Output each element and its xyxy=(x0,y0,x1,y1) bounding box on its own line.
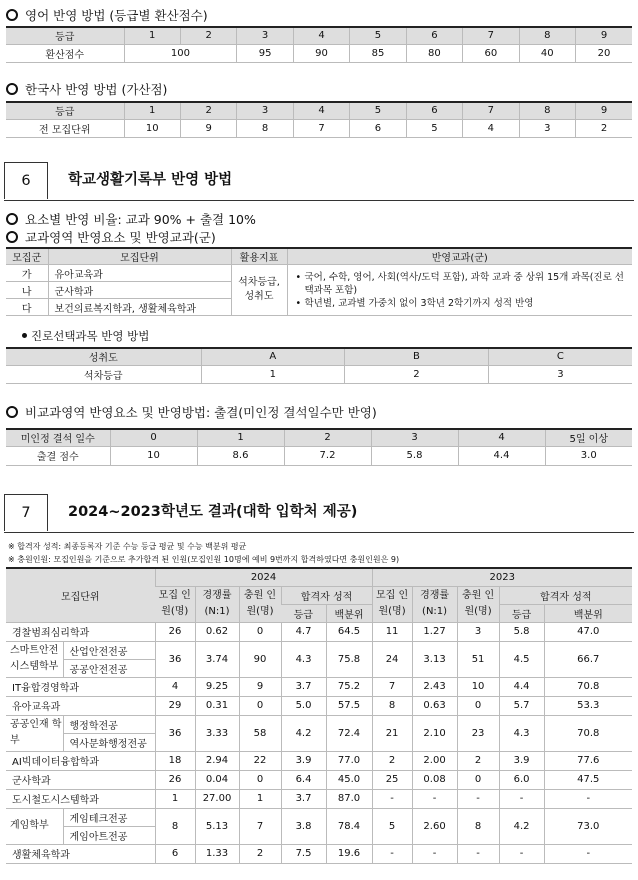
value-cell: 53.3 xyxy=(544,696,632,715)
value-cell: - xyxy=(457,789,499,808)
value-cell: 77.6 xyxy=(544,751,632,770)
score-cell: 80 xyxy=(406,44,462,62)
unit-name: 군사학과 xyxy=(6,770,155,789)
value-cell: 4.5 xyxy=(499,641,544,677)
value-cell: 3.9 xyxy=(499,751,544,770)
circle-bullet-icon xyxy=(6,9,18,21)
unit-name: IT융합경영학과 xyxy=(6,677,155,696)
value-cell: 70.8 xyxy=(544,677,632,696)
fill-header: 충원 인원(명) xyxy=(457,586,499,622)
rate-header: 경쟁률 (N:1) xyxy=(195,586,239,622)
value-cell: 1 xyxy=(239,789,281,808)
value-cell: 1.33 xyxy=(195,844,239,863)
value-cell: 3.33 xyxy=(195,715,239,751)
grade-cell: 3 xyxy=(237,102,293,119)
value-cell: 0.08 xyxy=(412,770,457,789)
grade-cell: 7 xyxy=(463,27,519,44)
value-cell: 3.8 xyxy=(281,808,326,844)
value-cell: 10 xyxy=(457,677,499,696)
value-cell: 64.5 xyxy=(326,622,372,641)
value-cell: 5.13 xyxy=(195,808,239,844)
value-cell: 1 xyxy=(155,789,195,808)
grade-cell: 3 xyxy=(237,27,293,44)
days-cell: 0 xyxy=(110,429,197,446)
grade-cell: 5 xyxy=(350,102,406,119)
score-cell: 4 xyxy=(463,119,519,137)
grade-cell: 7 xyxy=(463,102,519,119)
section-7-header xyxy=(4,494,634,533)
value-cell: 21 xyxy=(372,715,412,751)
value-cell: 29 xyxy=(155,696,195,715)
value-cell: 66.7 xyxy=(544,641,632,677)
row-label: 석차등급 xyxy=(6,365,201,383)
unit-name: 도시철도시스템학과 xyxy=(6,789,155,808)
grade-cell: 9 xyxy=(576,102,633,119)
subject-rule: • 국어, 수학, 영어, 사회(역사/도덕 포함), 과학 교과 중 상위 15개 과목(진로 선택과목 포함) xyxy=(296,271,633,297)
value-cell: 0 xyxy=(457,696,499,715)
level-cell: C xyxy=(488,348,632,365)
section-6-header xyxy=(4,162,634,201)
value-cell: 6.4 xyxy=(281,770,326,789)
value-cell: 1.27 xyxy=(412,622,457,641)
value-cell: 0 xyxy=(239,770,281,789)
grade-cell: 4 xyxy=(293,102,349,119)
attendance-table xyxy=(6,428,632,466)
value-cell: 4.7 xyxy=(281,622,326,641)
score-cell: 60 xyxy=(463,44,519,62)
table-row xyxy=(6,715,632,733)
score-cell: 3.0 xyxy=(545,446,632,465)
quota-header: 모집 인원(명) xyxy=(372,586,412,622)
value-cell: 3.7 xyxy=(281,677,326,696)
value-cell: - xyxy=(412,844,457,863)
score-cell: 10 xyxy=(124,119,180,137)
value-cell: 87.0 xyxy=(326,789,372,808)
value-cell: 4.4 xyxy=(499,677,544,696)
value-cell: - xyxy=(499,844,544,863)
grade-cell: 6 xyxy=(406,27,462,44)
value-cell: 19.6 xyxy=(326,844,372,863)
value-cell: 6.0 xyxy=(499,770,544,789)
grade-cell: 8 xyxy=(519,102,575,119)
score-header: 합격자 성적 xyxy=(499,586,632,604)
value-cell: 70.8 xyxy=(544,715,632,751)
value-cell: 5.8 xyxy=(499,622,544,641)
value-cell: 2.10 xyxy=(412,715,457,751)
unit-header: 모집단위 xyxy=(6,568,155,622)
score-cell: 100 xyxy=(124,44,237,62)
row-label: 환산점수 xyxy=(6,44,124,62)
year-header: 2023 xyxy=(372,568,632,586)
value-cell: - xyxy=(544,789,632,808)
major-name: 게임테크전공 xyxy=(63,808,155,826)
value-cell: 11 xyxy=(372,622,412,641)
value-cell: 0.62 xyxy=(195,622,239,641)
rate-header: 경쟁률 (N:1) xyxy=(412,586,457,622)
elective-table xyxy=(6,347,632,384)
score-cell: 95 xyxy=(237,44,293,62)
value-cell: 6 xyxy=(155,844,195,863)
value-cell: 73.0 xyxy=(544,808,632,844)
value-cell: 5.7 xyxy=(499,696,544,715)
quota-header: 모집 인원(명) xyxy=(155,586,195,622)
days-cell: 2 xyxy=(284,429,371,446)
value-cell: 26 xyxy=(155,770,195,789)
value-cell: 7.5 xyxy=(281,844,326,863)
value-cell: 78.4 xyxy=(326,808,372,844)
note-scores: ※ 합격자 성적: 최종등록자 기준 수능 등급 평균 및 수능 백분위 평균 xyxy=(8,542,247,551)
grade-cell: 6 xyxy=(406,102,462,119)
value-cell: 9.25 xyxy=(195,677,239,696)
value-cell: 75.2 xyxy=(326,677,372,696)
circle-bullet-icon xyxy=(6,83,18,95)
value-cell: - xyxy=(412,789,457,808)
grade-cell: 4 xyxy=(293,27,349,44)
score-cell: 6 xyxy=(350,119,406,137)
ratio-heading: 요소별 반영 비율: 교과 90% + 출결 10% xyxy=(6,210,256,228)
value-cell: 4.2 xyxy=(499,808,544,844)
score-cell: 20 xyxy=(576,44,633,62)
circle-bullet-icon xyxy=(6,213,18,225)
table-row xyxy=(6,844,632,863)
value-cell: 0.31 xyxy=(195,696,239,715)
score-header: 합격자 성적 xyxy=(281,586,372,604)
major-name: 게임아트전공 xyxy=(63,826,155,844)
value-cell: 0 xyxy=(239,622,281,641)
value-cell: 36 xyxy=(155,715,195,751)
score-cell: 5.8 xyxy=(371,446,458,465)
grade-cell: 5 xyxy=(350,27,406,44)
value-cell: 0.04 xyxy=(195,770,239,789)
grade-cell: 3 xyxy=(488,365,632,383)
score-cell: 9 xyxy=(180,119,236,137)
elective-heading: 진로선택과목 반영 방법 xyxy=(22,328,149,344)
subject-heading: 교과영역 반영요소 및 반영교과(군) xyxy=(6,228,216,246)
value-cell: 22 xyxy=(239,751,281,770)
score-cell: 5 xyxy=(406,119,462,137)
value-cell: - xyxy=(544,844,632,863)
score-cell: 10 xyxy=(110,446,197,465)
value-cell: 18 xyxy=(155,751,195,770)
score-cell: 8 xyxy=(237,119,293,137)
value-cell: 72.4 xyxy=(326,715,372,751)
dot-bullet-icon xyxy=(22,333,27,338)
score-cell: 40 xyxy=(519,44,575,62)
value-cell: 9 xyxy=(239,677,281,696)
value-cell: - xyxy=(499,789,544,808)
header-cell: 반영교과(군) xyxy=(287,248,632,265)
fill-header: 충원 인원(명) xyxy=(239,586,281,622)
value-cell: 2 xyxy=(457,751,499,770)
value-cell: 7 xyxy=(372,677,412,696)
value-cell: - xyxy=(457,844,499,863)
circle-bullet-icon xyxy=(6,406,18,418)
subject-rule: • 학년별, 교과별 가중치 없이 3학년 2학기까지 성적 반영 xyxy=(296,297,633,310)
value-cell: 3 xyxy=(457,622,499,641)
unit-name: 경찰범죄심리학과 xyxy=(6,622,155,641)
header-cell: 등급 xyxy=(6,27,124,44)
value-cell: 3.7 xyxy=(281,789,326,808)
value-cell: 57.5 xyxy=(326,696,372,715)
grade-cell: 2 xyxy=(180,27,236,44)
subjects-cell xyxy=(287,265,632,316)
days-cell: 1 xyxy=(197,429,284,446)
group-cell: 가 xyxy=(6,265,48,282)
value-cell: 4.3 xyxy=(499,715,544,751)
value-cell: 24 xyxy=(372,641,412,677)
value-cell: 45.0 xyxy=(326,770,372,789)
value-cell: 8 xyxy=(155,808,195,844)
table-row xyxy=(6,789,632,808)
value-cell: 0 xyxy=(239,696,281,715)
header-cell: 모집단위 xyxy=(48,248,231,265)
value-cell: 3.13 xyxy=(412,641,457,677)
header-cell: 모집군 xyxy=(6,248,48,265)
score-cell: 85 xyxy=(350,44,406,62)
value-cell: 7 xyxy=(239,808,281,844)
grade-cell: 1 xyxy=(201,365,345,383)
section-number: 7 xyxy=(4,494,48,531)
value-cell: 23 xyxy=(457,715,499,751)
value-cell: 5.0 xyxy=(281,696,326,715)
value-cell: 3.9 xyxy=(281,751,326,770)
value-cell: 4.3 xyxy=(281,641,326,677)
table-row xyxy=(6,641,632,659)
row-label: 출결 점수 xyxy=(6,446,110,465)
value-cell: 2 xyxy=(239,844,281,863)
header-cell: 성취도 xyxy=(6,348,201,365)
grade-header: 등급 xyxy=(499,604,544,622)
days-cell: 5일 이상 xyxy=(545,429,632,446)
row-label: 전 모집단위 xyxy=(6,119,124,137)
value-cell: 2.00 xyxy=(412,751,457,770)
value-cell: 8 xyxy=(457,808,499,844)
section-title: 학교생활기록부 반영 방법 xyxy=(68,172,233,188)
percentile-header: 백분위 xyxy=(544,604,632,622)
history-heading: 한국사 반영 방법 (가산점) xyxy=(6,80,167,98)
table-row xyxy=(6,696,632,715)
year-header: 2024 xyxy=(155,568,372,586)
value-cell: 4.2 xyxy=(281,715,326,751)
value-cell: 5 xyxy=(372,808,412,844)
value-cell: 75.8 xyxy=(326,641,372,677)
score-cell: 3 xyxy=(519,119,575,137)
english-heading: 영어 반영 방법 (등급별 환산점수) xyxy=(6,6,208,24)
grade-cell: 8 xyxy=(519,27,575,44)
value-cell: 2 xyxy=(372,751,412,770)
unit-cell: 유아교육과 xyxy=(48,265,231,282)
major-name: 산업안전전공 xyxy=(63,641,155,659)
english-table xyxy=(6,26,632,63)
value-cell: 26 xyxy=(155,622,195,641)
note-fill: ※ 충원인원: 모집인원을 기준으로 추가합격 된 인원(모집인원 10명에 예비 9번까지 합격하였다면 충원인원은 9) xyxy=(8,555,400,564)
value-cell: 2.94 xyxy=(195,751,239,770)
group-cell: 나 xyxy=(6,282,48,299)
table-row xyxy=(6,751,632,770)
value-cell: 27.00 xyxy=(195,789,239,808)
history-table xyxy=(6,101,632,138)
value-cell: 0.63 xyxy=(412,696,457,715)
value-cell: - xyxy=(372,789,412,808)
grade-cell: 1 xyxy=(124,102,180,119)
unit-cell: 군사학과 xyxy=(48,282,231,299)
major-name: 행정학전공 xyxy=(63,715,155,733)
grade-header: 등급 xyxy=(281,604,326,622)
value-cell: 2.60 xyxy=(412,808,457,844)
value-cell: 36 xyxy=(155,641,195,677)
unit-name: AI빅데이터융합학과 xyxy=(6,751,155,770)
unit-name: 공공인재 학부 xyxy=(6,715,63,751)
table-row xyxy=(6,677,632,696)
value-cell: 4 xyxy=(155,677,195,696)
value-cell: - xyxy=(372,844,412,863)
value-cell: 51 xyxy=(457,641,499,677)
major-name: 역사문화행정전공 xyxy=(63,733,155,751)
grade-cell: 2 xyxy=(180,102,236,119)
level-cell: A xyxy=(201,348,345,365)
value-cell: 47.5 xyxy=(544,770,632,789)
subject-table xyxy=(6,247,632,316)
value-cell: 90 xyxy=(239,641,281,677)
score-cell: 90 xyxy=(293,44,349,62)
value-cell: 77.0 xyxy=(326,751,372,770)
table-row xyxy=(6,622,632,641)
unit-name: 스마트안전 시스템학부 xyxy=(6,641,63,677)
score-cell: 7.2 xyxy=(284,446,371,465)
score-cell: 2 xyxy=(576,119,633,137)
value-cell: 47.0 xyxy=(544,622,632,641)
value-cell: 8 xyxy=(372,696,412,715)
value-cell: 58 xyxy=(239,715,281,751)
percentile-header: 백분위 xyxy=(326,604,372,622)
grade-cell: 2 xyxy=(345,365,489,383)
section-title: 2024~2023학년도 결과(대학 입학처 제공) xyxy=(68,504,358,520)
group-cell: 다 xyxy=(6,299,48,316)
unit-name: 유아교육과 xyxy=(6,696,155,715)
indicator-cell: 석차등급, 성취도 xyxy=(231,265,287,316)
value-cell: 25 xyxy=(372,770,412,789)
circle-bullet-icon xyxy=(6,231,18,243)
level-cell: B xyxy=(345,348,489,365)
attendance-heading: 비교과영역 반영요소 및 반영방법: 출결(미인정 결석일수만 반영) xyxy=(6,403,377,421)
days-cell: 4 xyxy=(458,429,545,446)
header-cell: 미인정 결석 일수 xyxy=(6,429,110,446)
value-cell: 2.43 xyxy=(412,677,457,696)
score-cell: 7 xyxy=(293,119,349,137)
header-cell: 등급 xyxy=(6,102,124,119)
value-cell: 0 xyxy=(457,770,499,789)
unit-name: 생활체육학과 xyxy=(6,844,155,863)
header-cell: 활용지표 xyxy=(231,248,287,265)
days-cell: 3 xyxy=(371,429,458,446)
results-table xyxy=(6,567,632,864)
section-number: 6 xyxy=(4,162,48,199)
major-name: 공공안전전공 xyxy=(63,659,155,677)
score-cell: 4.4 xyxy=(458,446,545,465)
table-row xyxy=(6,808,632,826)
unit-cell: 보건의료복지학과, 생활체육학과 xyxy=(48,299,231,316)
grade-cell: 9 xyxy=(576,27,633,44)
unit-name: 게임학부 xyxy=(6,808,63,844)
table-row xyxy=(6,770,632,789)
score-cell: 8.6 xyxy=(197,446,284,465)
grade-cell: 1 xyxy=(124,27,180,44)
value-cell: 3.74 xyxy=(195,641,239,677)
